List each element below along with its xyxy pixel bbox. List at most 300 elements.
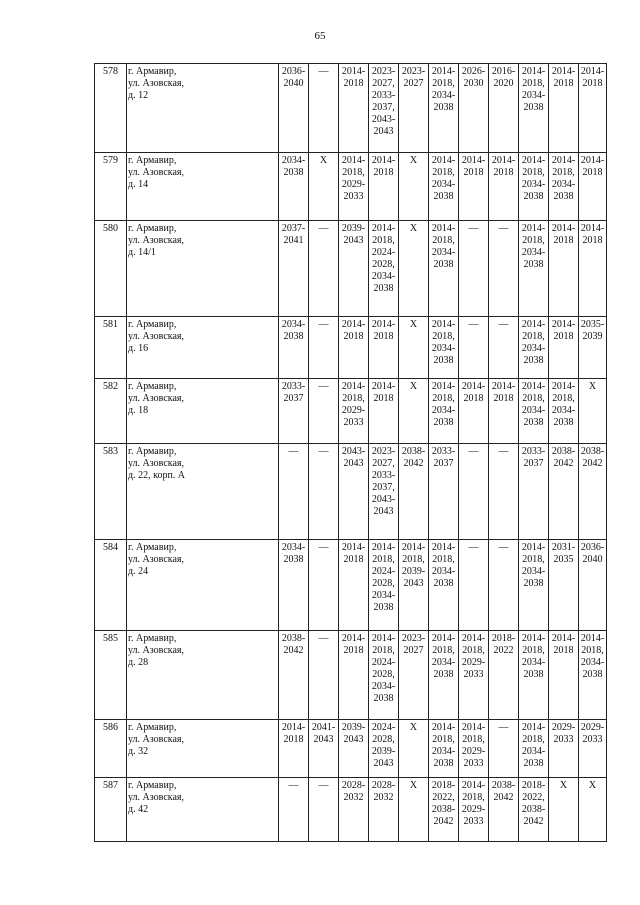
period-value: 2018, <box>522 554 545 565</box>
period-value: 2018 <box>553 645 574 656</box>
period-value: 2014- <box>341 319 366 330</box>
period-value: 2038 <box>523 355 544 366</box>
period-value: 2018, <box>432 734 455 745</box>
period-value: 2018, <box>581 645 604 656</box>
period-value: X <box>409 722 418 733</box>
period-value: 2032 <box>373 792 394 803</box>
address-line: г. Армавир, <box>128 722 177 733</box>
period-value: 2034- <box>521 179 546 190</box>
period-value: 2034- <box>431 746 456 757</box>
period-cell <box>339 317 369 379</box>
row-number: 586 <box>95 720 127 778</box>
period-value: 2030 <box>463 78 484 89</box>
address-line: г. Армавир, <box>128 446 177 457</box>
period-value: — <box>318 381 329 392</box>
period-value: 2018 <box>343 554 364 565</box>
period-value: — <box>468 223 479 234</box>
period-value: 2018, <box>432 393 455 404</box>
address-line: д. 14 <box>128 179 149 190</box>
period-cell <box>549 64 579 153</box>
period-value: 2026- <box>461 66 486 77</box>
period-value: 2014- <box>521 223 546 234</box>
period-value: 2034- <box>281 155 306 166</box>
period-value: 2020 <box>493 78 514 89</box>
period-value: 2023- <box>401 66 426 77</box>
address-line: д. 22, корп. А <box>128 470 186 481</box>
period-value: 2037, <box>372 482 395 493</box>
period-value: 2018 <box>493 393 514 404</box>
period-value: 2041- <box>311 722 336 733</box>
period-value: 2034- <box>521 566 546 577</box>
period-value: 2038 <box>523 578 544 589</box>
table-row <box>95 540 607 631</box>
period-value: 2024- <box>371 566 396 577</box>
period-value: X <box>409 319 418 330</box>
period-value: — <box>318 542 329 553</box>
period-value: 2022, <box>432 792 455 803</box>
table-row <box>95 778 607 842</box>
period-value: 2038 <box>433 259 454 270</box>
period-cell <box>369 317 399 379</box>
period-cell <box>429 631 459 720</box>
period-value: 2018, <box>432 554 455 565</box>
period-cell <box>369 379 399 444</box>
period-cell <box>549 444 579 540</box>
period-cell <box>459 379 489 444</box>
table-row <box>95 720 607 778</box>
period-value: 2037 <box>433 458 454 469</box>
address-line: ул. Азовская, <box>128 331 185 342</box>
period-value: — <box>318 633 329 644</box>
period-value: X <box>409 155 418 166</box>
period-value: 2018 <box>582 167 603 178</box>
period-cell <box>459 221 489 317</box>
period-value: 2018, <box>372 235 395 246</box>
period-value: 2033 <box>343 417 364 428</box>
period-value: — <box>288 446 299 457</box>
period-value: 2036- <box>281 66 306 77</box>
period-cell <box>519 444 549 540</box>
period-value: 2024- <box>371 247 396 258</box>
period-cell <box>369 153 399 221</box>
period-cell <box>549 153 579 221</box>
period-value: 2014- <box>580 155 605 166</box>
period-value: 2028, <box>372 734 395 745</box>
table-row <box>95 153 607 221</box>
period-value: 2018, <box>522 734 545 745</box>
period-value: 2018 <box>343 78 364 89</box>
period-value: 2038 <box>582 669 603 680</box>
period-value: 2018 <box>553 235 574 246</box>
period-value: 2036- <box>580 542 605 553</box>
period-value: 2014- <box>371 381 396 392</box>
period-cell <box>399 631 429 720</box>
period-cell <box>399 64 429 153</box>
period-value: 2014- <box>521 319 546 330</box>
table-row <box>95 444 607 540</box>
period-cell <box>399 317 429 379</box>
period-value: 2018 <box>463 167 484 178</box>
period-cell <box>489 317 519 379</box>
row-number: 578 <box>95 64 127 153</box>
period-value: 2014- <box>431 223 456 234</box>
period-value: 2014- <box>521 155 546 166</box>
period-value: 2029- <box>341 179 366 190</box>
period-cell <box>579 778 607 842</box>
period-value: 2018, <box>462 792 485 803</box>
period-value: 2034- <box>431 90 456 101</box>
period-cell <box>399 720 429 778</box>
period-value: 2037- <box>281 223 306 234</box>
period-value: 2034- <box>431 179 456 190</box>
period-value: 2039 <box>582 331 603 342</box>
period-value: 2014- <box>521 542 546 553</box>
period-value: 2039- <box>341 223 366 234</box>
period-value: 2018, <box>462 734 485 745</box>
period-cell <box>339 444 369 540</box>
period-value: 2034- <box>431 247 456 258</box>
period-cell <box>459 540 489 631</box>
period-value: 2018- <box>431 780 456 791</box>
period-cell <box>399 778 429 842</box>
period-cell <box>519 221 549 317</box>
period-cell <box>429 64 459 153</box>
row-number: 585 <box>95 631 127 720</box>
period-value: 2043 <box>373 506 394 517</box>
period-value: 2016- <box>491 66 516 77</box>
period-value: 2034- <box>431 566 456 577</box>
address-cell <box>127 444 279 540</box>
period-value: 2018, <box>552 393 575 404</box>
period-value: 2014- <box>461 381 486 392</box>
address-line: д. 14/1 <box>128 247 156 258</box>
period-cell <box>489 631 519 720</box>
period-value: 2038 <box>523 669 544 680</box>
period-cell <box>579 444 607 540</box>
address-line: ул. Азовская, <box>128 167 185 178</box>
period-cell <box>429 778 459 842</box>
period-value: 2038 <box>433 758 454 769</box>
table-row <box>95 631 607 720</box>
period-value: 2038 <box>283 167 304 178</box>
period-value: 2014- <box>371 319 396 330</box>
period-value: 2039- <box>401 566 426 577</box>
address-line: г. Армавир, <box>128 66 177 77</box>
period-value: 2014- <box>551 319 576 330</box>
period-cell <box>339 221 369 317</box>
period-value: 2035- <box>580 319 605 330</box>
address-line: г. Армавир, <box>128 542 177 553</box>
period-value: 2014- <box>431 542 456 553</box>
address-line: д. 16 <box>128 343 149 354</box>
period-cell <box>279 720 309 778</box>
period-value: 2014- <box>371 223 396 234</box>
period-cell <box>459 153 489 221</box>
period-cell <box>519 317 549 379</box>
period-value: 2014- <box>281 722 306 733</box>
address-line: д. 18 <box>128 405 149 416</box>
period-value: 2014- <box>461 155 486 166</box>
period-value: 2018 <box>582 235 603 246</box>
period-value: 2018 <box>283 734 304 745</box>
period-cell <box>339 153 369 221</box>
period-value: 2014- <box>521 633 546 644</box>
period-cell <box>579 631 607 720</box>
page-number: 65 <box>314 30 326 42</box>
period-cell <box>489 153 519 221</box>
period-value: 2014- <box>401 542 426 553</box>
period-value: 2014- <box>551 66 576 77</box>
period-value: 2038- <box>521 804 546 815</box>
period-value: 2038- <box>551 446 576 457</box>
period-value: 2029- <box>461 657 486 668</box>
period-cell <box>279 631 309 720</box>
period-value: 2034- <box>431 405 456 416</box>
address-cell <box>127 778 279 842</box>
period-cell <box>459 720 489 778</box>
period-value: 2041 <box>283 235 304 246</box>
period-cell <box>399 540 429 631</box>
period-value: 2034- <box>431 343 456 354</box>
period-value: 2038 <box>523 191 544 202</box>
period-cell <box>339 540 369 631</box>
period-value: 2029- <box>580 722 605 733</box>
period-value: 2038- <box>281 633 306 644</box>
period-value: 2018, <box>522 331 545 342</box>
period-value: 2018, <box>552 167 575 178</box>
period-cell <box>399 221 429 317</box>
period-value: 2018 <box>553 331 574 342</box>
period-value: 2034- <box>431 657 456 668</box>
period-value: 2027 <box>403 645 424 656</box>
period-value: 2014- <box>431 155 456 166</box>
period-cell <box>429 444 459 540</box>
period-value: 2038- <box>580 446 605 457</box>
period-value: 2038 <box>433 102 454 113</box>
period-cell <box>279 444 309 540</box>
period-cell <box>399 379 429 444</box>
period-value: 2018, <box>432 235 455 246</box>
period-value: 2043 <box>343 235 364 246</box>
period-cell <box>489 540 519 631</box>
period-value: 2043- <box>371 494 396 505</box>
period-cell <box>459 444 489 540</box>
period-cell <box>549 379 579 444</box>
period-value: 2029- <box>461 746 486 757</box>
period-cell <box>519 64 549 153</box>
period-value: 2014- <box>580 633 605 644</box>
period-value: 2033 <box>463 669 484 680</box>
period-value: 2038 <box>373 693 394 704</box>
address-cell <box>127 379 279 444</box>
period-cell <box>399 444 429 540</box>
period-value: 2018, <box>372 645 395 656</box>
period-cell <box>459 778 489 842</box>
period-cell <box>489 778 519 842</box>
address-line: г. Армавир, <box>128 780 177 791</box>
address-cell <box>127 153 279 221</box>
address-line: ул. Азовская, <box>128 792 185 803</box>
period-value: — <box>318 780 329 791</box>
address-line: ул. Азовская, <box>128 458 185 469</box>
period-value: 2043- <box>341 446 366 457</box>
period-cell <box>339 778 369 842</box>
period-value: 2038 <box>523 102 544 113</box>
period-value: 2018, <box>372 554 395 565</box>
period-value: — <box>498 722 509 733</box>
period-value: 2024- <box>371 722 396 733</box>
period-value: X <box>319 155 328 166</box>
period-cell <box>519 631 549 720</box>
period-cell <box>429 540 459 631</box>
period-value: — <box>498 223 509 234</box>
period-value: 2034- <box>281 319 306 330</box>
period-value: 2014- <box>371 633 396 644</box>
period-value: 2022 <box>493 645 514 656</box>
period-value: 2038 <box>553 417 574 428</box>
period-cell <box>429 720 459 778</box>
period-value: 2018 <box>343 331 364 342</box>
period-value: 2034- <box>371 271 396 282</box>
period-value: 2038- <box>491 780 516 791</box>
period-value: 2018, <box>522 78 545 89</box>
period-value: 2033 <box>463 758 484 769</box>
address-line: ул. Азовская, <box>128 393 185 404</box>
period-value: 2028, <box>372 578 395 589</box>
period-value: 2033 <box>553 734 574 745</box>
period-value: 2042 <box>283 645 304 656</box>
period-value: 2023- <box>371 446 396 457</box>
period-value: 2042 <box>582 458 603 469</box>
address-cell <box>127 631 279 720</box>
address-line: ул. Азовская, <box>128 554 185 565</box>
period-value: 2038- <box>401 446 426 457</box>
period-value: 2014- <box>521 722 546 733</box>
period-value: — <box>498 446 509 457</box>
period-value: 2038 <box>553 191 574 202</box>
period-cell <box>549 221 579 317</box>
period-cell <box>519 778 549 842</box>
period-value: — <box>498 319 509 330</box>
period-value: 2014- <box>431 633 456 644</box>
period-cell <box>519 540 549 631</box>
period-value: 2037 <box>283 393 304 404</box>
period-cell <box>369 221 399 317</box>
period-value: 2043 <box>343 734 364 745</box>
period-value: X <box>588 780 597 791</box>
period-value: 2022, <box>522 792 545 803</box>
row-number: 580 <box>95 221 127 317</box>
period-value: 2034- <box>521 405 546 416</box>
period-cell <box>399 153 429 221</box>
period-cell <box>309 444 339 540</box>
period-value: 2034- <box>371 681 396 692</box>
period-value: 2043 <box>313 734 334 745</box>
period-value: 2038 <box>433 578 454 589</box>
period-value: 2033 <box>582 734 603 745</box>
period-value: 2042 <box>403 458 424 469</box>
address-line: д. 32 <box>128 746 149 757</box>
period-value: — <box>468 542 479 553</box>
period-value: — <box>288 780 299 791</box>
period-value: 2018 <box>373 167 394 178</box>
period-cell <box>579 720 607 778</box>
period-value: 2023- <box>401 633 426 644</box>
period-value: 2014- <box>431 722 456 733</box>
period-value: 2043 <box>373 758 394 769</box>
period-cell <box>339 64 369 153</box>
period-value: 2038 <box>433 355 454 366</box>
period-value: 2014- <box>461 722 486 733</box>
period-value: 2018, <box>522 645 545 656</box>
period-value: 2034- <box>371 590 396 601</box>
period-value: 2042 <box>523 816 544 827</box>
period-value: 2034- <box>580 657 605 668</box>
period-value: 2018- <box>491 633 516 644</box>
period-value: 2029- <box>341 405 366 416</box>
period-value: — <box>468 446 479 457</box>
period-value: 2014- <box>551 155 576 166</box>
period-value: 2018 <box>463 393 484 404</box>
period-value: 2018, <box>432 167 455 178</box>
period-value: 2038 <box>523 259 544 270</box>
address-line: д. 28 <box>128 657 149 668</box>
period-value: 2039- <box>341 722 366 733</box>
row-number: 584 <box>95 540 127 631</box>
row-number: 583 <box>95 444 127 540</box>
period-cell <box>459 631 489 720</box>
period-cell <box>309 631 339 720</box>
period-value: 2028, <box>372 669 395 680</box>
period-value: 2018, <box>462 645 485 656</box>
period-value: 2018, <box>522 167 545 178</box>
period-cell <box>549 631 579 720</box>
period-value: 2033 <box>463 816 484 827</box>
period-cell <box>279 379 309 444</box>
period-value: 2027 <box>403 78 424 89</box>
period-value: 2028- <box>341 780 366 791</box>
period-value: 2027, <box>372 78 395 89</box>
period-value: 2014- <box>580 223 605 234</box>
period-cell <box>579 317 607 379</box>
period-value: 2033- <box>521 446 546 457</box>
period-value: 2018, <box>402 554 425 565</box>
period-value: 2014- <box>341 542 366 553</box>
period-value: 2033- <box>281 381 306 392</box>
period-value: — <box>318 319 329 330</box>
period-cell <box>339 379 369 444</box>
address-line: д. 42 <box>128 804 149 815</box>
period-value: 2014- <box>491 155 516 166</box>
period-value: 2014- <box>461 780 486 791</box>
period-value: 2028, <box>372 259 395 270</box>
period-value: 2014- <box>491 381 516 392</box>
period-value: 2033- <box>371 90 396 101</box>
period-value: X <box>409 223 418 234</box>
period-cell <box>549 720 579 778</box>
address-line: г. Армавир, <box>128 633 177 644</box>
period-cell <box>579 221 607 317</box>
period-value: — <box>498 542 509 553</box>
period-value: 2042 <box>553 458 574 469</box>
period-value: 2018, <box>432 645 455 656</box>
period-value: 2037 <box>523 458 544 469</box>
period-cell <box>369 778 399 842</box>
row-number: 581 <box>95 317 127 379</box>
period-value: 2014- <box>431 381 456 392</box>
period-value: 2035 <box>553 554 574 565</box>
period-cell <box>339 720 369 778</box>
